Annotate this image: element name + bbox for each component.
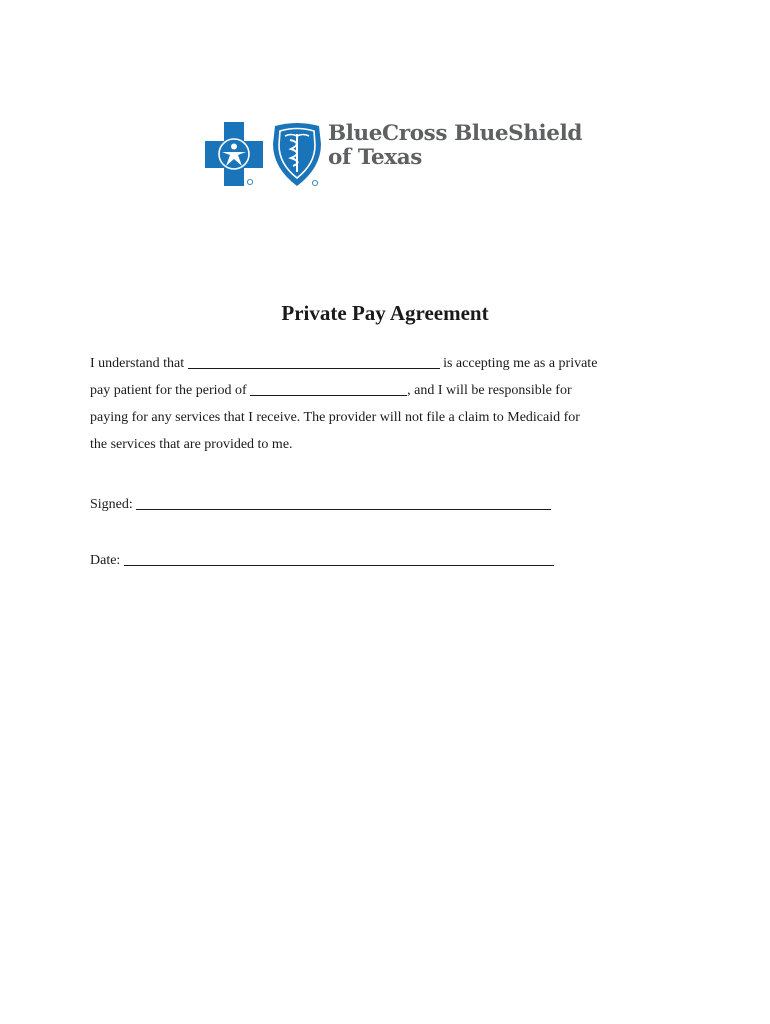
document-title: Private Pay Agreement [281,301,489,325]
logo-brand-line2: of Texas [328,145,422,170]
paragraph-line-4: the services that are provided to me. [90,437,293,452]
date-label: Date: [90,553,121,568]
paragraph-line-3: paying for any services that I receive. The provider will not file a claim to Medicaid for [90,410,580,425]
blue-cross-icon [205,122,263,188]
bcbs-texas-logo [205,121,582,194]
agreement-paragraph [90,350,650,458]
signed-label: Signed: [90,497,133,512]
blue-shield-icon [269,122,325,188]
provider-name-field[interactable] [188,354,440,369]
signature-field[interactable] [136,495,551,510]
signed-row [90,495,551,514]
period-field[interactable] [250,381,407,396]
date-row [90,551,554,570]
logo-wordmark [328,122,582,170]
logo-brand-line1: BlueCross BlueShield [328,121,582,146]
paragraph-line-2: pay patient for the period of , and I will be responsible for [90,383,572,398]
date-field[interactable] [124,551,554,566]
paragraph-line-1: I understand that is accepting me as a private [90,356,598,371]
